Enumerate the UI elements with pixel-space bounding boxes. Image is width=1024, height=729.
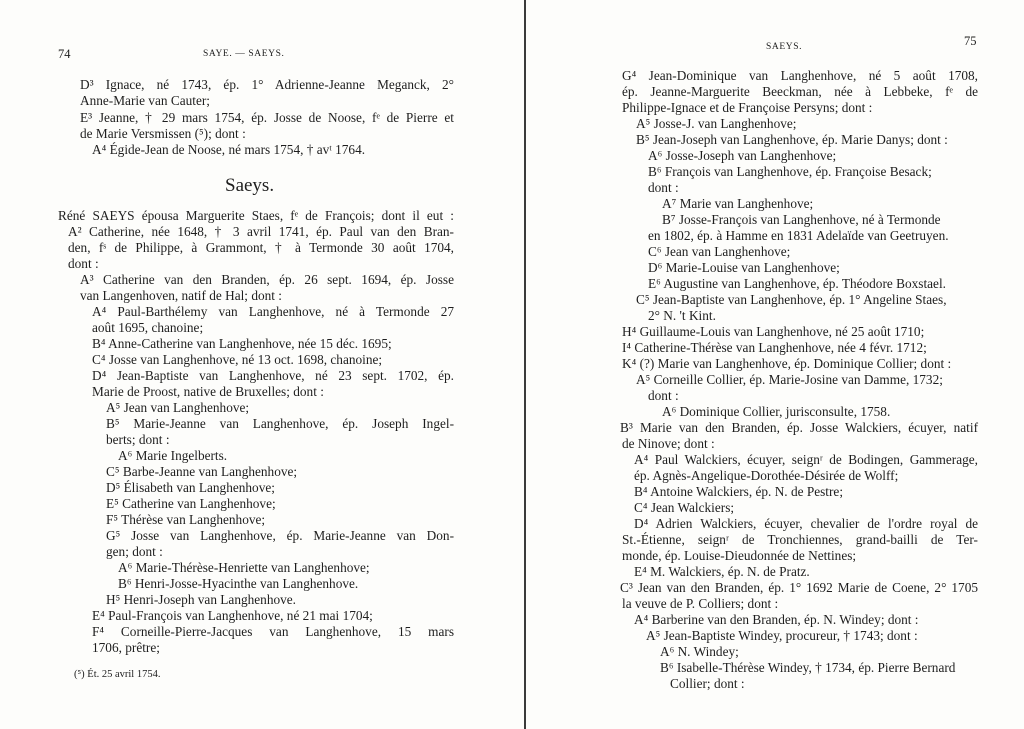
text-line: A⁴ Paul Walckiers, écuyer, seignʳ de Bodingen, Gammerage, <box>634 452 978 467</box>
text-line: de Marie Versmissen (⁵); dont : <box>80 126 246 141</box>
text-line: dont : <box>68 256 99 271</box>
text-line: Philippe-Ignace et de Françoise Persyns; dont : <box>622 100 873 115</box>
text-line: C⁵ Jean-Baptiste van Langhenhove, ép. 1° Angeline Staes, <box>636 292 947 307</box>
text-line: août 1695, chanoine; <box>92 320 204 335</box>
text-line: E⁴ Paul-François van Langhenhove, né 21 mai 1704; <box>92 608 373 623</box>
text-line: dont : <box>648 180 679 195</box>
text-line: Anne-Marie van Cauter; <box>80 93 210 108</box>
text-line: den, fˢ de Philippe, à Grammont, † à Termonde 30 août 1704, <box>68 240 454 255</box>
text-line: B⁶ Henri-Josse-Hyacinthe van Langhenhove. <box>118 576 359 591</box>
text-line: A⁴ Égide-Jean de Noose, né mars 1754, † avᵗ 1764. <box>92 142 366 157</box>
page-number: 74 <box>58 47 71 61</box>
text-line: E⁴ M. Walckiers, ép. N. de Pratz. <box>634 564 810 579</box>
text-line: A⁶ Dominique Collier, jurisconsulte, 1758. <box>662 404 891 419</box>
text-line: B⁴ Antoine Walckiers, ép. N. de Pestre; <box>634 484 844 499</box>
text-line: A⁵ Jean van Langhenhove; <box>106 400 250 415</box>
text-line: B⁶ Isabelle-Thérèse Windey, † 1734, ép. Pierre Bernard <box>660 660 956 675</box>
section-title: Saeys. <box>225 175 275 196</box>
text-line: H⁴ Guillaume-Louis van Langhenhove, né 25 août 1710; <box>622 324 925 339</box>
text-line: A⁵ Josse-J. van Langhenhove; <box>636 116 797 131</box>
text-line: B⁶ François van Langhenhove, ép. Françoise Besack; <box>648 164 932 179</box>
text-line: C⁵ Barbe-Jeanne van Langhenhove; <box>106 464 298 479</box>
text-line: dont : <box>648 388 679 403</box>
text-line: A⁶ Marie Ingelberts. <box>118 448 228 463</box>
text-line: St.-Étienne, seignʳ de Tronchiennes, grand-bailli de Ter- <box>622 532 978 547</box>
text-line: H⁵ Henri-Joseph van Langhenhove. <box>106 592 296 607</box>
text-line: F⁵ Thérèse van Langhenhove; <box>106 512 266 527</box>
text-line: D⁴ Adrien Walckiers, écuyer, chevalier de l'ordre royal de <box>634 516 978 531</box>
text-line: A³ Catherine van den Branden, ép. 26 sept. 1694, ép. Josse <box>80 272 454 287</box>
text-line: berts; dont : <box>106 432 170 447</box>
text-line: en 1802, ép. à Hamme en 1831 Adelaïde van Geetruyen. <box>648 228 949 243</box>
footnote: (⁵) Ét. 25 avril 1754. <box>74 669 161 680</box>
text-line: B⁵ Marie-Jeanne van Langhenhove, ép. Joseph Ingel- <box>106 416 454 431</box>
text-line: A⁶ Marie-Thérèse-Henriette van Langhenhove; <box>118 560 370 575</box>
text-line: B⁵ Jean-Joseph van Langhenhove, ép. Marie Danys; dont : <box>636 132 948 147</box>
text-line: G⁵ Josse van Langhenhove, ép. Marie-Jeanne van Don- <box>106 528 454 543</box>
text-line: G⁴ Jean-Dominique van Langhenhove, né 5 août 1708, <box>622 68 978 83</box>
text-line: 2° N. 't Kint. <box>648 308 716 323</box>
text-line: D⁵ Élisabeth van Langhenhove; <box>106 480 275 495</box>
text-line: gen; dont : <box>106 544 163 559</box>
text-line: Collier; dont : <box>670 676 745 691</box>
text-line: de Ninove; dont : <box>622 436 715 451</box>
text-line: C⁶ Jean van Langhenhove; <box>648 244 791 259</box>
running-head: SAYE. — SAEYS. <box>203 49 285 59</box>
text-line: K⁴ (?) Marie van Langhenhove, ép. Dominique Collier; dont : <box>622 356 952 371</box>
text-line: A⁷ Marie van Langhenhove; <box>662 196 814 211</box>
text-line: ép. Agnès-Angelique-Dorothée-Désirée de Wolff; <box>634 468 899 483</box>
text-line: F⁴ Corneille-Pierre-Jacques van Langhenhove, 15 mars <box>92 624 454 639</box>
text-line: A² Catherine, née 1648, † 3 avril 1741, ép. Paul van den Bran- <box>68 224 454 239</box>
text-line: E³ Jeanne, † 29 mars 1754, ép. Josse de Noose, fᵉ de Pierre et <box>80 110 454 125</box>
text-line: C⁴ Josse van Langhenhove, né 13 oct. 1698, chanoine; <box>92 352 383 367</box>
page-gutter <box>524 0 526 729</box>
text-line: ép. Jeanne-Marguerite Beeckman, née à Lebbeke, fᵉ de <box>622 84 978 99</box>
text-line: E⁵ Catherine van Langhenhove; <box>106 496 276 511</box>
text-line: B⁴ Anne-Catherine van Langhenhove, née 15 déc. 1695; <box>92 336 392 351</box>
text-line: Réné SAEYS épousa Marguerite Staes, fᵉ de François; dont il eut : <box>58 208 454 223</box>
text-line: A⁶ N. Windey; <box>660 644 739 659</box>
text-line: D⁶ Marie-Louise van Langhenhove; <box>648 260 840 275</box>
text-line: la veuve de P. Colliers; dont : <box>622 596 779 611</box>
text-line: C⁴ Jean Walckiers; <box>634 500 735 515</box>
text-line: C³ Jean van den Branden, ép. 1° 1692 Marie de Coene, 2° 1705 <box>620 580 978 595</box>
text-line: Marie de Proost, native de Bruxelles; dont : <box>92 384 324 399</box>
text-line: E⁶ Augustine van Langhenhove, ép. Théodore Boxstael. <box>648 276 946 291</box>
text-line: A⁵ Jean-Baptiste Windey, procureur, † 1743; dont : <box>646 628 918 643</box>
text-line: monde, ép. Louise-Dieudonnée de Nettines; <box>622 548 857 563</box>
text-line: D³ Ignace, né 1743, ép. 1° Adrienne-Jeanne Meganck, 2° <box>80 77 454 92</box>
text-line: A⁴ Barberine van den Branden, ép. N. Windey; dont : <box>634 612 919 627</box>
text-line: A⁴ Paul-Barthélemy van Langhenhove, né à Termonde 27 <box>92 304 454 319</box>
text-line: van Langenhoven, natif de Hal; dont : <box>80 288 282 303</box>
text-line: B³ Marie van den Branden, ép. Josse Walckiers, écuyer, natif <box>620 420 978 435</box>
page-number: 75 <box>964 34 977 48</box>
right-page <box>530 0 1024 729</box>
text-line: I⁴ Catherine-Thérèse van Langhenhove, née 4 févr. 1712; <box>622 340 927 355</box>
text-line: D⁴ Jean-Baptiste van Langhenhove, né 23 sept. 1702, ép. <box>92 368 454 383</box>
text-line: B⁷ Josse-François van Langhenhove, né à Termonde <box>662 212 941 227</box>
text-line: 1706, prêtre; <box>92 640 160 655</box>
text-line: A⁶ Josse-Joseph van Langhenhove; <box>648 148 837 163</box>
running-head: SAEYS. <box>766 42 803 52</box>
text-line: A⁵ Corneille Collier, ép. Marie-Josine van Damme, 1732; <box>636 372 943 387</box>
